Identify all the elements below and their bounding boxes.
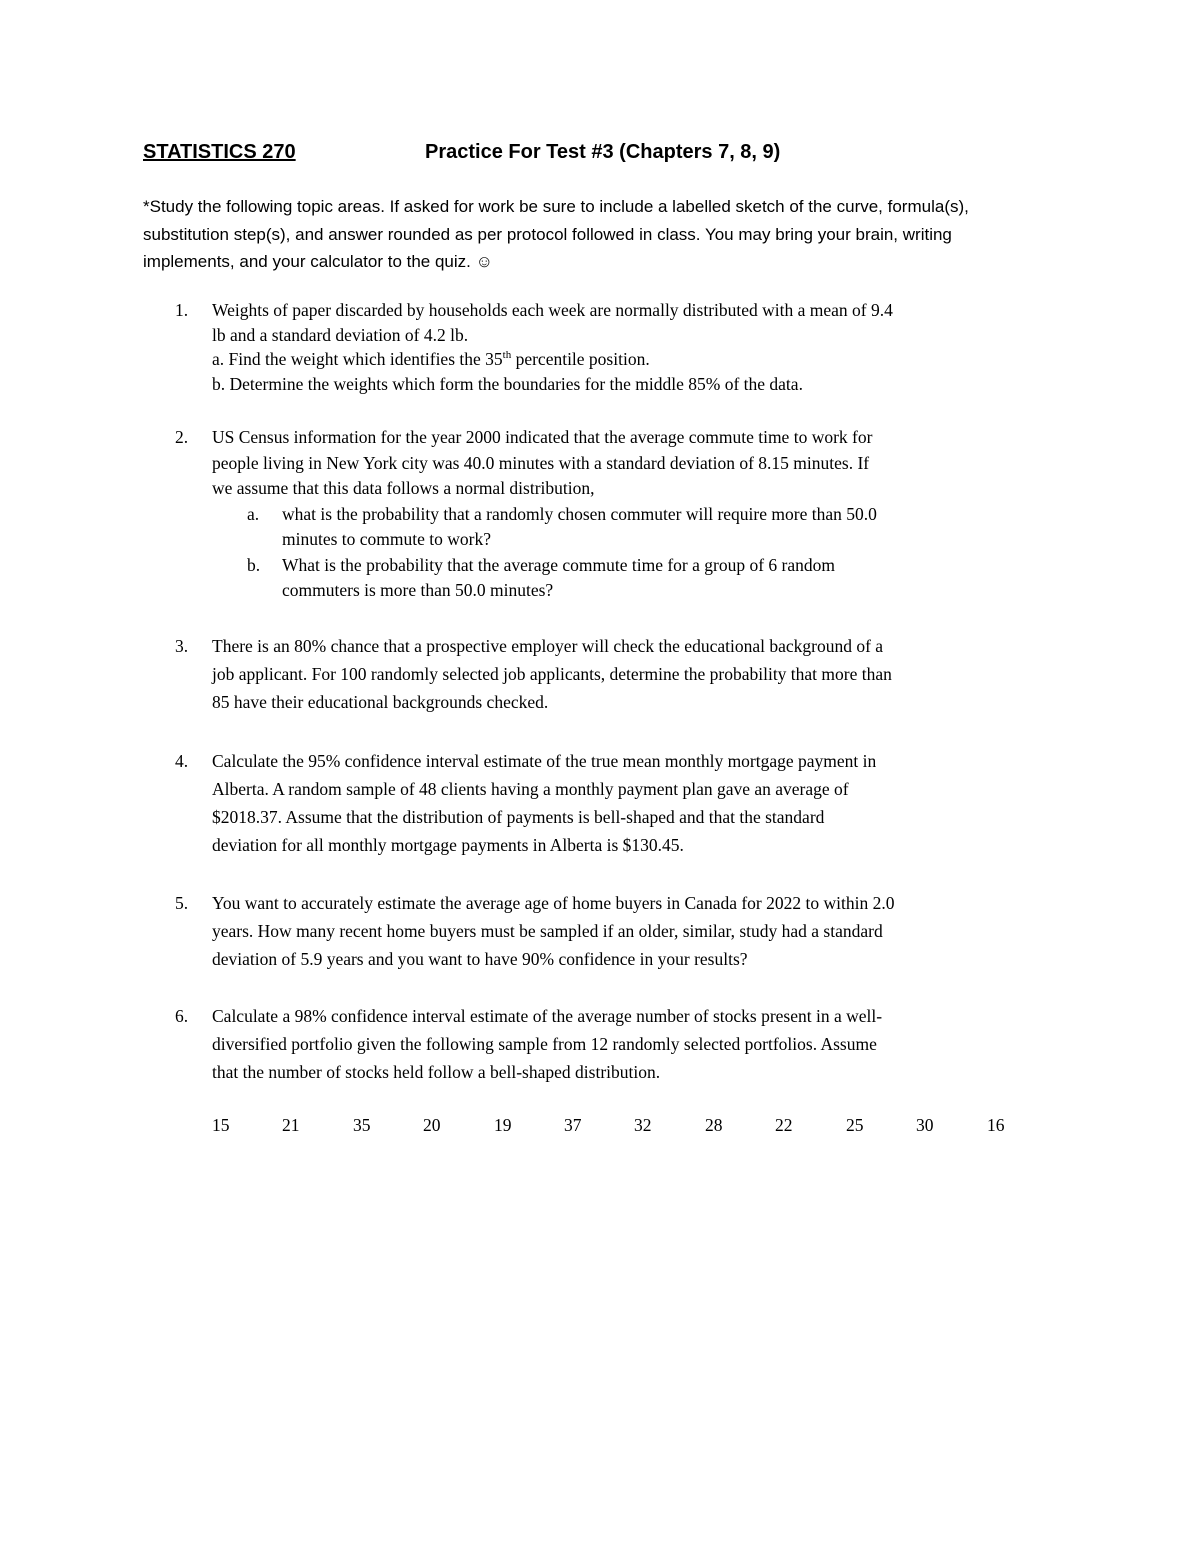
- question-part-a: [212, 347, 1062, 372]
- question-line: 85 have their educational backgrounds checked.: [212, 692, 549, 712]
- question-line: lb and a standard deviation of 4.2 lb.: [212, 324, 469, 345]
- ordinal-suffix: th: [502, 349, 512, 361]
- question-number: 5.: [175, 893, 189, 913]
- question-body: [212, 298, 1062, 396]
- part-line: minutes to commute to work?: [282, 529, 491, 549]
- page-title: Practice For Test #3 (Chapters 7, 8, 9): [425, 141, 781, 163]
- question-number: 3.: [175, 636, 189, 656]
- study-instructions: [143, 193, 1043, 276]
- question-line: There is an 80% chance that a prospective employer will check the educational background of a: [212, 636, 884, 656]
- question-line: that the number of stocks held follow a bell-shaped distribution.: [212, 1062, 661, 1082]
- sample-value: 21: [282, 1115, 300, 1135]
- question-part-a: [247, 502, 1062, 553]
- part-letter: b.: [247, 554, 261, 575]
- part-letter: a.: [247, 503, 260, 524]
- question-part-b: b. Determine the weights which form the boundaries for the middle 85% of the data.: [212, 373, 803, 394]
- sample-value: 37: [564, 1115, 582, 1135]
- question-line: Weights of paper discarded by households each week are normally distributed with a mean of 9.4: [212, 300, 893, 320]
- question-line: Calculate a 98% confidence interval estimate of the average number of stocks present in a well-: [212, 1006, 883, 1026]
- question-number: 4.: [175, 751, 189, 771]
- question-line: we assume that this data follows a normal distribution,: [212, 478, 595, 498]
- question-number: 6.: [175, 1006, 189, 1026]
- question-line: diversified portfolio given the following sample from 12 randomly selected portfolios. Assume: [212, 1034, 877, 1054]
- question-line: years. How many recent home buyers must be sampled if an older, similar, study had a standard: [212, 921, 883, 941]
- question-line: deviation for all monthly mortgage payments in Alberta is $130.45.: [212, 835, 684, 855]
- sample-value: 25: [846, 1115, 864, 1135]
- question-line: people living in New York city was 40.0 minutes with a standard deviation of 8.15 minutes. If: [212, 452, 870, 473]
- instructions-line-1: *Study the following topic areas. If asked for work be sure to include a labelled sketch of the curve, formula(s),: [143, 197, 969, 216]
- sample-value: 19: [494, 1115, 512, 1135]
- sample-value: 15: [212, 1115, 230, 1135]
- question-line: $2018.37. Assume that the distribution of payments is bell-shaped and that the standard: [212, 807, 825, 827]
- question-line: job applicant. For 100 randomly selected job applicants, determine the probability that more than: [212, 664, 892, 684]
- sample-value: 22: [775, 1115, 793, 1135]
- instructions-line-3: implements, and your calculator to the quiz. ☺: [143, 252, 493, 271]
- sample-value: 32: [634, 1115, 652, 1135]
- course-title: STATISTICS 270: [143, 141, 296, 163]
- instructions-line-2: substitution step(s), and answer rounded as per protocol followed in class. You may bring your brain, writing: [143, 224, 952, 244]
- question-body: [212, 1002, 1062, 1086]
- part-line: what is the probability that a randomly chosen commuter will require more than 50.0: [282, 503, 877, 524]
- sample-value: 20: [423, 1115, 441, 1135]
- sample-value: 28: [705, 1115, 723, 1135]
- part-line: commuters is more than 50.0 minutes?: [282, 580, 554, 600]
- question-body: [212, 425, 1062, 604]
- sample-value: 35: [353, 1115, 371, 1135]
- question-line: Alberta. A random sample of 48 clients having a monthly payment plan gave an average of: [212, 779, 849, 799]
- part-a-text: a. Find the weight which identifies the 35: [212, 349, 503, 369]
- question-body: [212, 889, 1062, 973]
- sample-value: 30: [916, 1115, 934, 1135]
- question-line: You want to accurately estimate the average age of home buyers in Canada for 2022 to within 2.0: [212, 893, 895, 913]
- question-body: [212, 632, 1062, 716]
- question-number: 2.: [175, 427, 189, 447]
- question-body: [212, 747, 1062, 859]
- part-line: What is the probability that the average commute time for a group of 6 random: [282, 554, 836, 575]
- question-line: US Census information for the year 2000 indicated that the average commute time to work for: [212, 427, 873, 447]
- sample-value: 16: [987, 1115, 1005, 1135]
- question-line: Calculate the 95% confidence interval estimate of the true mean monthly mortgage payment in: [212, 751, 877, 771]
- question-number: 1.: [175, 300, 189, 320]
- part-a-text-end: percentile position.: [511, 349, 650, 369]
- question-part-b: [247, 553, 1062, 604]
- question-line: deviation of 5.9 years and you want to have 90% confidence in your results?: [212, 949, 748, 969]
